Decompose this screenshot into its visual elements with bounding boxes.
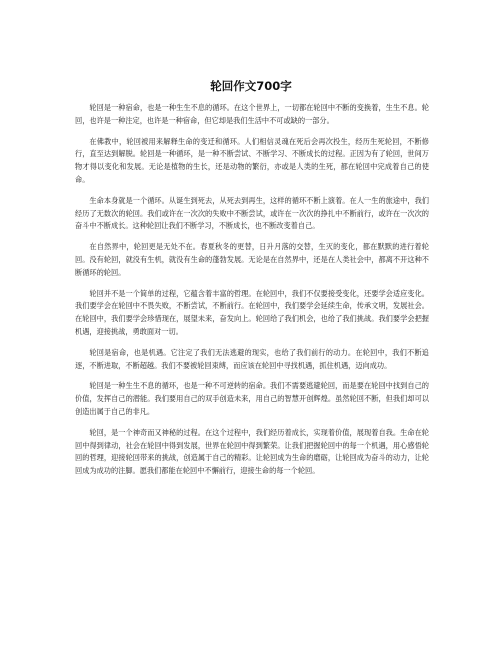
paragraph-8: 轮回，是一个神奇而又神秘的过程。在这个过程中，我们经历着成长，实现着价值，展现着自我。生命在轮回中得到律动，社会在轮回中得到发展，世界在轮回中得到繁荣。让我们把握轮回中的每一个机遇，用心感悟轮回的哲理，迎接轮回带来的挑战，创造属于自己的精彩。让轮回成为生命的磨砺，让轮回成为奋斗的动力，让轮回成为成功的注脚。愿我们都能在轮回中不懈前行，迎接生命的每一个轮回。 [75, 427, 429, 476]
page-title: 轮回作文700字 [210, 79, 292, 93]
paragraph-7: 轮回是一种生生不息的循环，也是一种不可逆转的宿命。我们不需要逃避轮回，而是要在轮回中找到自己的价值，发挥自己的潜能。我们要用自己的双手创造未来，用自己的智慧开创辉煌。虽然轮回不断，但我们却可以创造出属于自己的非凡。 [75, 381, 429, 416]
paragraph-4: 在自然界中，轮回更是无处不在。春夏秋冬的更替，日升月落的交替，生灭的变化，都在默默的进行着轮回。没有轮回，就没有生机，就没有生命的蓬勃发展。无论是在自然界中，还是在人类社会中，都离不开这种不断循环的轮回。 [75, 242, 429, 277]
paragraph-2: 在佛教中，轮回被用来解释生命的变迁和循环。人们相信灵魂在死后会再次投生，经历生死轮回，不断修行，直至达到解脱。轮回是一种循环，是一种不断尝试、不断学习、不断成长的过程。正因为有了轮回，世间万物才得以变化和发展。无论是植物的生长，还是动物的繁衍，亦或是人类的生死，都在轮回中完成着自己的使命。 [75, 136, 429, 184]
paragraph-3: 生命本身就是一个循环。从诞生到死去，从死去到再生，这样的循环不断上演着。在人一生的旅途中，我们经历了无数次的轮回。我们或许在一次次的失败中不断尝试，或许在一次次的挣扎中不断前行，或许在一次次的奋斗中不断成长。这种轮回让我们不断学习，不断成长，也不断改变着自己。 [75, 195, 429, 231]
paragraph-1: 轮回是一种宿命，也是一种生生不息的循环。在这个世界上，一切都在轮回中不断的变换着，生生不息。轮回，也许是一种注定，也许是一种宿命，但它却是我们生活中不可或缺的一部分。 [75, 103, 429, 125]
paragraph-5: 轮回并不是一个简单的过程，它蕴含着丰富的哲理。在轮回中，我们不仅要接受变化，还要学会适应变化。我们要学会在轮回中不畏失败，不断尝试，不断前行。在轮回中，我们要学会延续生命，传承文明，发展社会。在轮回中，我们要学会珍惜现在，展望未来，奋发向上。轮回给了我们机会，也给了我们挑战。我们要学会把握机遇，迎接挑战，勇敢面对一切。 [75, 288, 429, 336]
paragraph-6: 轮回是宿命，也是机遇。它注定了我们无法逃避的现实，也给了我们前行的动力。在轮回中，我们不断追逐，不断进取，不断超越。我们不要被轮回束缚，而应该在轮回中寻找机遇，抓住机遇，迈向成功。 [75, 347, 429, 370]
article-body [75, 102, 429, 486]
